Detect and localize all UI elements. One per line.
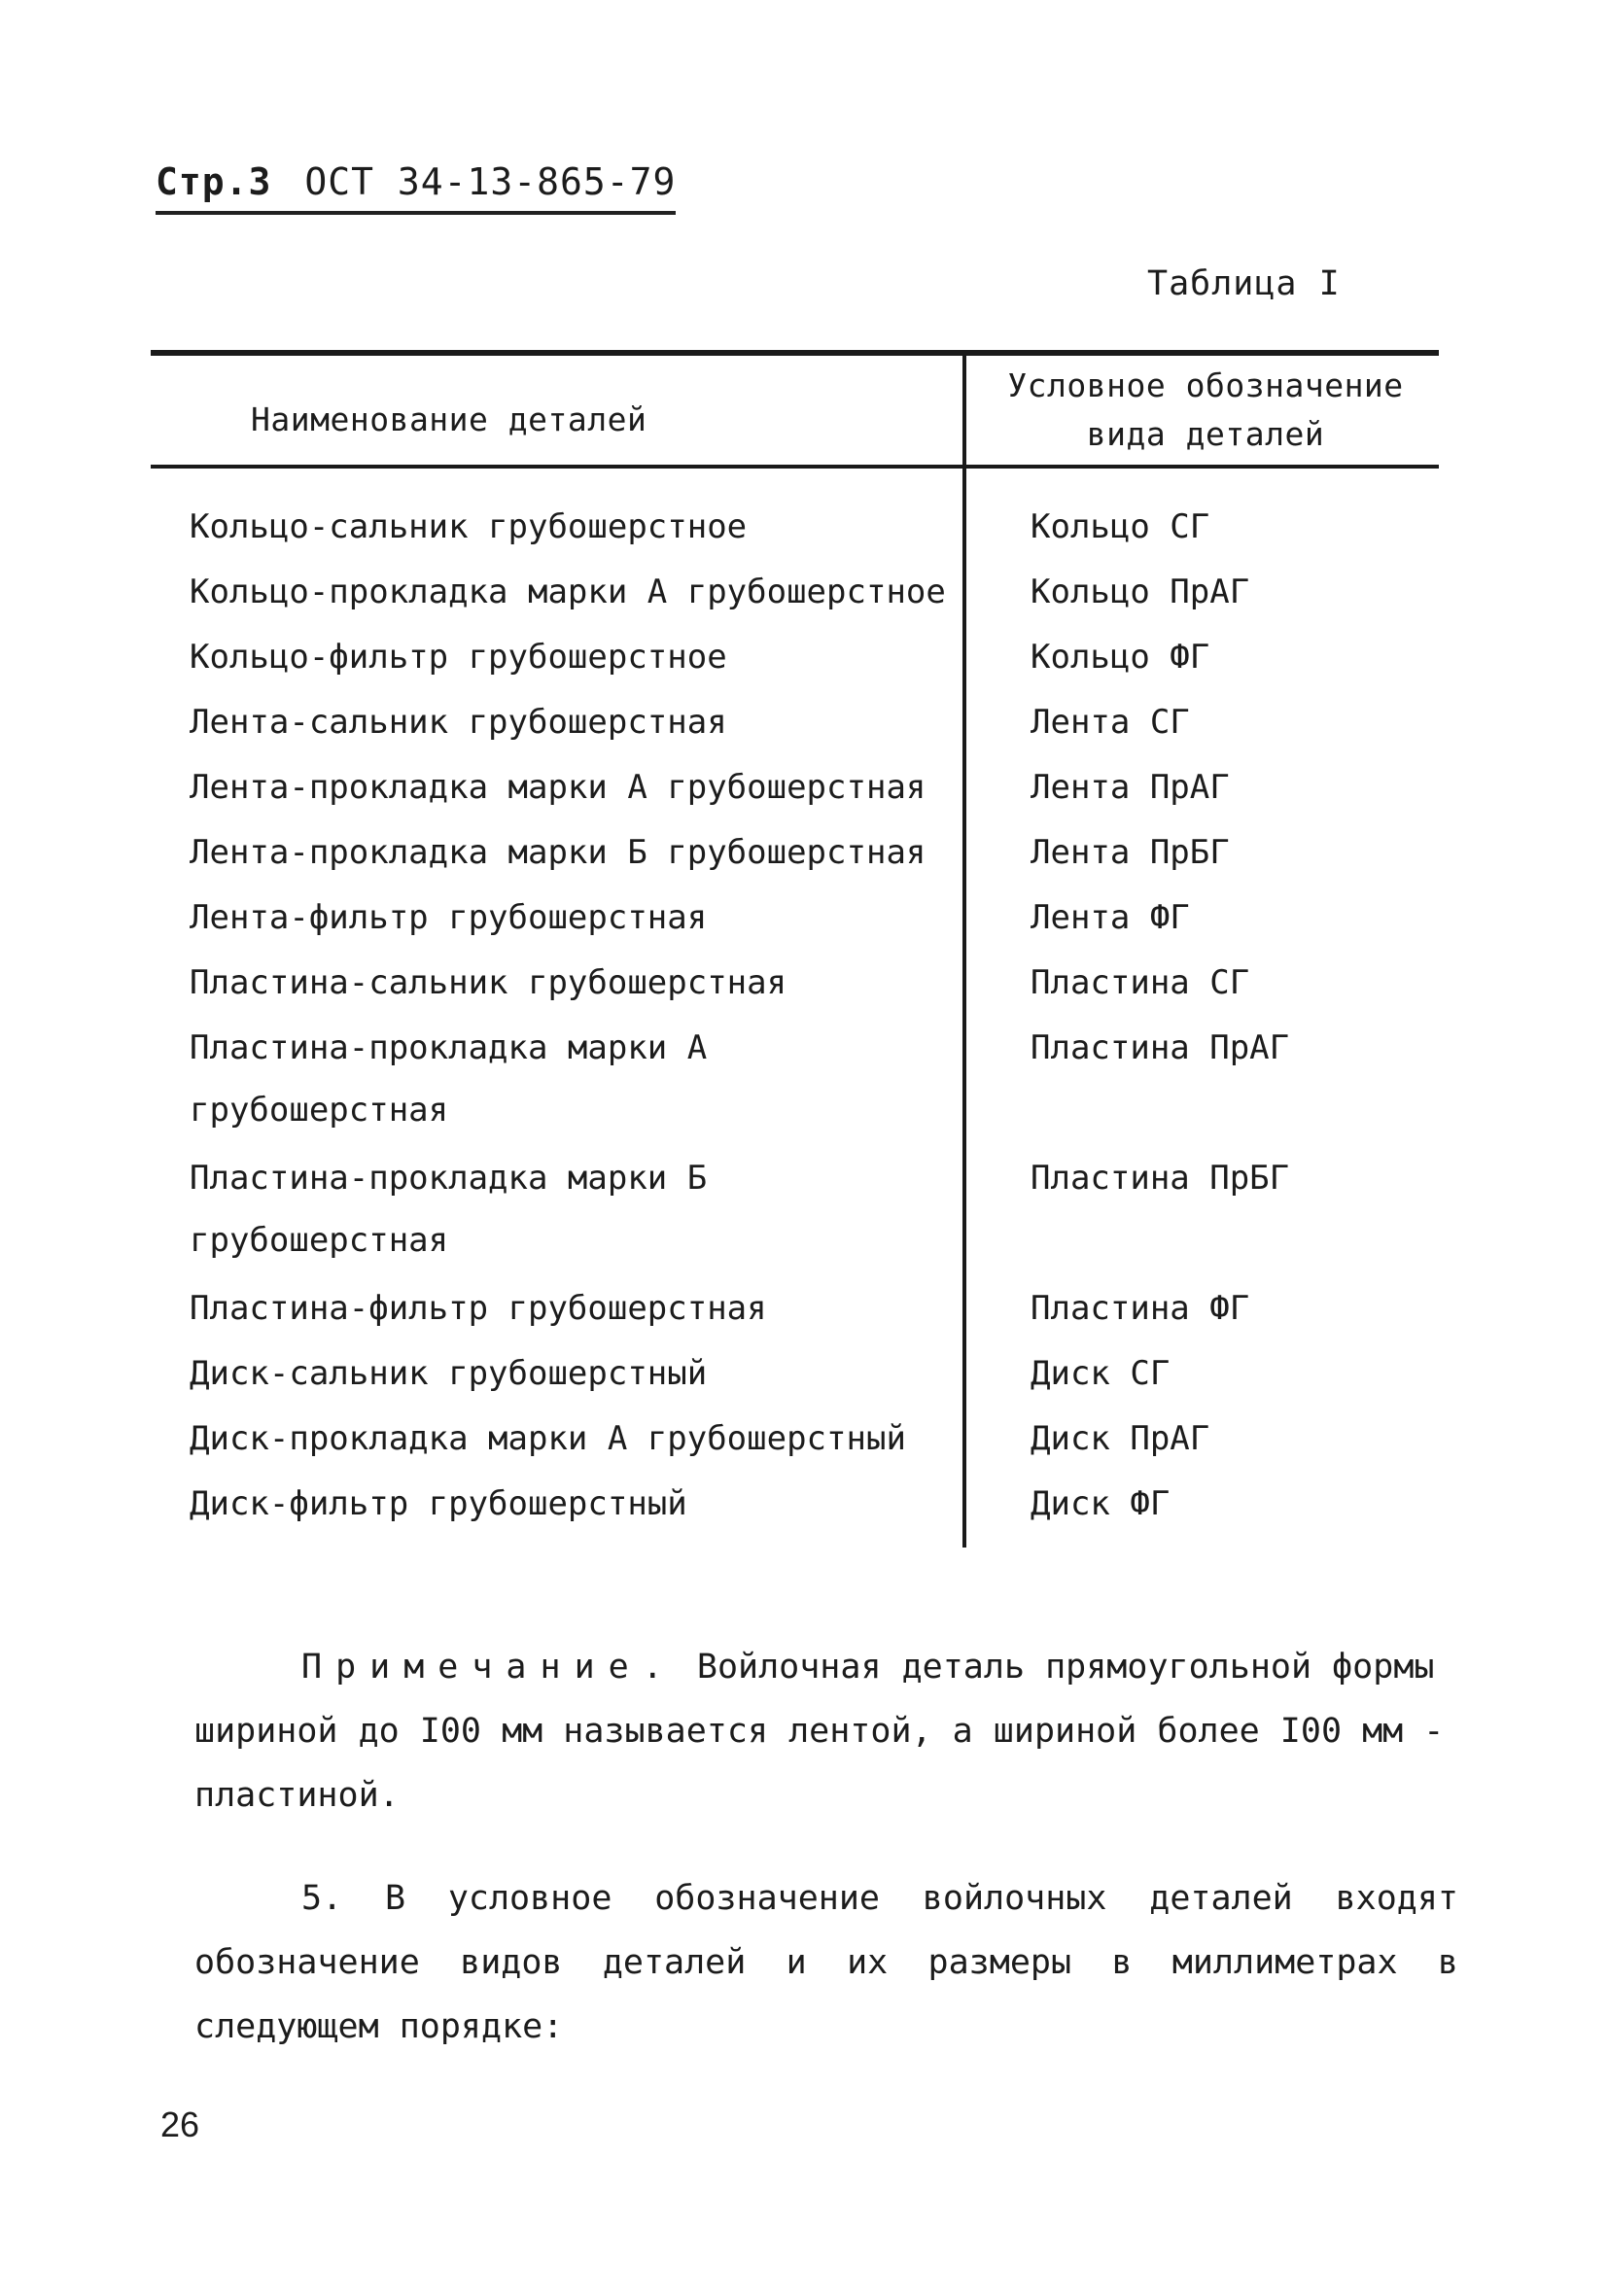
column-header-code-line2: вида деталей — [1086, 415, 1325, 453]
page-label: Стр.3 — [156, 160, 272, 203]
table-row-code: Пластина СГ — [1031, 963, 1250, 1002]
table-row-code: Диск ПрАГ — [1031, 1419, 1210, 1458]
table-row-name: Диск-сальник грубошерстный — [190, 1354, 708, 1393]
table-note — [194, 1635, 1449, 1827]
table-row-name: Пластина-прокладка марки Б грубошерстная — [190, 1159, 708, 1260]
table-row-code: Пластина ПрАГ — [1031, 1028, 1290, 1067]
table-caption: Таблица I — [1147, 264, 1341, 303]
table-row-code: Лента ПрБГ — [1031, 833, 1230, 872]
table-row-code: Диск ФГ — [1031, 1484, 1171, 1523]
table-row-code: Кольцо ФГ — [1031, 638, 1210, 677]
table-row-name: Пластина-фильтр грубошерстная — [190, 1289, 767, 1328]
table-row-name: Кольцо-сальник грубошерстное — [190, 507, 748, 546]
table-row-name: Кольцо-фильтр грубошерстное — [190, 638, 727, 677]
table-row-code: Лента СГ — [1031, 703, 1190, 742]
standard-code: ОСТ 34-13-865-79 — [304, 160, 677, 203]
note-label: Примечание. — [301, 1648, 677, 1687]
table-row-name: Диск-фильтр грубошерстный — [190, 1484, 687, 1523]
table-row-name: Пластина-прокладка марки А грубошерстная — [190, 1028, 708, 1130]
table-row-code: Диск СГ — [1031, 1354, 1171, 1393]
table-row-name: Лента-прокладка марки А грубошерстная — [190, 768, 926, 807]
column-header-name: Наименование деталей — [251, 400, 647, 438]
table-row-code: Пластина ПрБГ — [1031, 1159, 1290, 1198]
table-row-code: Лента ФГ — [1031, 898, 1190, 937]
table-row-name: Пластина-сальник грубошерстная — [190, 963, 787, 1002]
note-text: Войлочная деталь прямоугольной формы шириной до I00 мм называется лентой, а шириной более I00 мм - пластиной. — [194, 1648, 1445, 1815]
table-row-code: Пластина ФГ — [1031, 1289, 1250, 1328]
paragraph-5: 5. В условное обозначение войлочных деталей входят обозначение видов деталей и их размеры в миллиметрах в следующем порядке: — [194, 1879, 1458, 2046]
table-row-code: Кольцо ПрАГ — [1031, 573, 1250, 611]
page-number: 26 — [160, 2105, 200, 2144]
table-row-name: Лента-сальник грубошерстная — [190, 703, 727, 742]
table-row-name: Кольцо-прокладка марки А грубошерстное — [190, 573, 946, 611]
table-row-name: Диск-прокладка марки А грубошерстный — [190, 1419, 906, 1458]
table-row-code: Лента ПрАГ — [1031, 768, 1230, 807]
table-row-name: Лента-фильтр грубошерстная — [190, 898, 708, 937]
table-row-code: Кольцо СГ — [1031, 507, 1210, 546]
table-row-name: Лента-прокладка марки Б грубошерстная — [190, 833, 926, 872]
column-header-code-line1: Условное обозначение — [1007, 366, 1404, 404]
